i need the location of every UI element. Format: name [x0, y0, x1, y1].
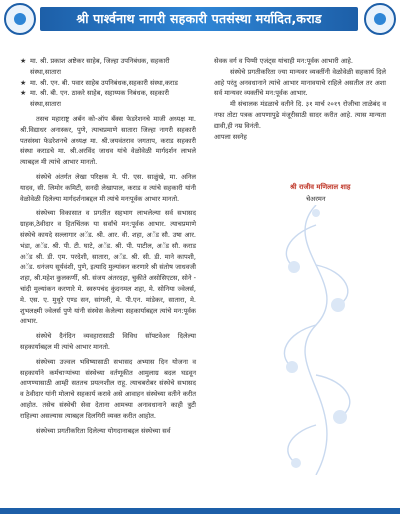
list-item-text: मा. श्री. प्रकाश अष्टेकर साहेब, जिल्हा उपनिबंधक, सहकारी संस्था,सातारा: [30, 57, 170, 76]
paragraph: सेवक वर्ग व पिग्मी एजंट्स यांचाही मन:पूर्वक आभारी आहे.: [214, 57, 354, 65]
building-emblem-icon: [364, 3, 396, 35]
list-item: [20, 56, 196, 78]
page-title: श्री पार्श्वनाथ नागरी सहकारी पतसंस्था मर्यादित,कराड: [76, 11, 322, 26]
footer-bar: [0, 508, 400, 514]
star-bullet-icon: ★: [20, 57, 27, 65]
paragraph: तसच महाराष्ट्र अर्बन को-ऑप बँक्स फेडरेशनचे माजी अध्यक्ष मा. श्री.विद्याधर अनास्कर, पुणे, त्याचप्रमाणे सातारा जिल्हा नागरी सहकारी पतसंस्था फेडरेशनचे अध्यक्ष मा. श्री.जयवंतराव जगताप, कराड सहकारी संस्था कराडचे मा. श्री.अरविंद जाधव यांचे वेळोवेळी मार्गदर्शन लाभले त्याबद्दल मी त्यांचे आभार मानतो.: [20, 114, 196, 167]
paragraph: संस्थेच्या विकासात व प्रगतीत सहभाग लाभलेल्या सर्व सभासद ग्राहक,ठेवीदार व हितचिंतक या सर्वांचे मन:पूर्वक आभार. त्याचप्रमाणे संस्थेचे कायदे सल्लागार अॅड. श्री. आर. वी. शहा, अॅड सौ. उषा आर. भंडा, अॅड. श्री. पी. टी. घाटे, अॅड. श्री. पी. पाटील, अॅड सौ. कराड अॅड श्री. डी. एम. परदेशी, सातारा, अॅड. श्री. सी. डी. माने कापशी, अॅड. धनंजय सूर्यवंशी, पुणे, इत्यादि मुल्यांकन करणारे श्री संतोष जाधवजी शहा, श्री.महेश कुलकर्णी, श्री. संजय अंतरदहा, चुकीते असोसिएटस, सोने - चांदी मुल्यांकन करणारे मे. स्वरुपचंद कुंदनमल शहा, मे. सोनिया ज्वेलर्स, मे. एस. ए. मुथुरे एण्ड सन, सांगली, मे. पी.एन. मांडेकर, सातारा, मे. शुभलक्ष्मी ज्वेलर्स पुणे यांनी संस्थेस केलेल्या सहकार्याबद्दल त्यांचे मन:पूर्वक आभार.: [20, 209, 196, 326]
paragraph: संस्थेच्या उज्वल भविष्यासाठी सभासद अभ्यास दिन योजना व सहकार्याने कर्मचाऱ्यांच्या संस्थेच्या वर्तणूकीत आमुलाग्र बदल घडवून आणण्यासाठी आम्ही सततच प्रयत्नशील राहू. त्याचबरोबर संस्थेचे सभासद व ठेवीदार यांनी मोलाचे सहकार्य करावे असे आवाहन संस्थेच्या वतीने करीत आहोत. तसेच संस्थेची सेवा देताना आमच्या अनावधानाने काही त्रुटी राहिल्या असल्यास त्याबद्दल दिलगिरी व्यक्त करीत आहोत.: [20, 357, 196, 420]
paragraph: संस्थेच्या प्रगतीकरिता दिलेल्या योगदानाबद्दल संस्थेच्या सर्व: [36, 426, 171, 435]
signatory-title: चेअरमन: [306, 195, 326, 203]
society-logo-icon: [4, 3, 36, 35]
list-item-text: मा. श्री. बी. एन. ठाकरे साहेब, सहाय्यक निबंधक, सहकारी संस्था,सातारा: [30, 89, 169, 109]
star-bullet-icon: ★: [20, 78, 27, 87]
list-item: [20, 78, 196, 89]
floral-ornament-icon: [258, 205, 374, 475]
page-header: [0, 0, 400, 38]
list-item: [20, 88, 196, 110]
paragraph: मी संचालक मंडळाचे वतीने दि. ३१ मार्च २०१९ रोजीचा ताळेबंद व नफा तोटा पत्रक आपणापुढे मंजूरीसाठी सादर करीत आहे. त्यास मान्यता द्यावी,ही नम्र विनंती.: [214, 100, 386, 130]
list-item-text: मा. श्री. एन. बी. पवार साहेब उपनिबंधक,सहकारी संस्था,कराड: [30, 78, 178, 87]
star-bullet-icon: ★: [20, 89, 27, 98]
signatory-name: श्री राजीव मणिलाल शाह: [290, 183, 351, 191]
right-column: [214, 56, 386, 142]
left-column: [20, 56, 196, 440]
paragraph: संस्थेचे दैनंदिन व्यवहारासाठी विविध सॉफ्टवेअर दिलेल्या सहकार्याबद्दल मी त्यांचे आभार मानतो.: [20, 332, 196, 351]
paragraph: संस्थेचे अंतर्गत लेखा परिक्षक मे. पी. एस. साळुंखे, मा. अनिल यादव, सी. लिमोर कमिटी, सनदी लेखापाल, कराड व त्यांचे सहकारी यांनी वेळोवेळी दिलेल्या मार्गदर्शनाबद्दल मी त्यांचे मनःपूर्वक आभार मानतो.: [20, 172, 196, 203]
closing-line: आपला सस्नेह: [214, 132, 247, 141]
paragraph: संस्थेचे प्रगतीकरिता ज्या मान्यवर व्यक्तींनी वेळोवेळी सहकार्य दिले आहे परंतु अनवधानाने त्यांचे आभार मानावयाचे राहिले असतील तर अशा सर्व मान्यवर व्यक्तींचे मन:पूर्वक आभार.: [214, 67, 386, 98]
